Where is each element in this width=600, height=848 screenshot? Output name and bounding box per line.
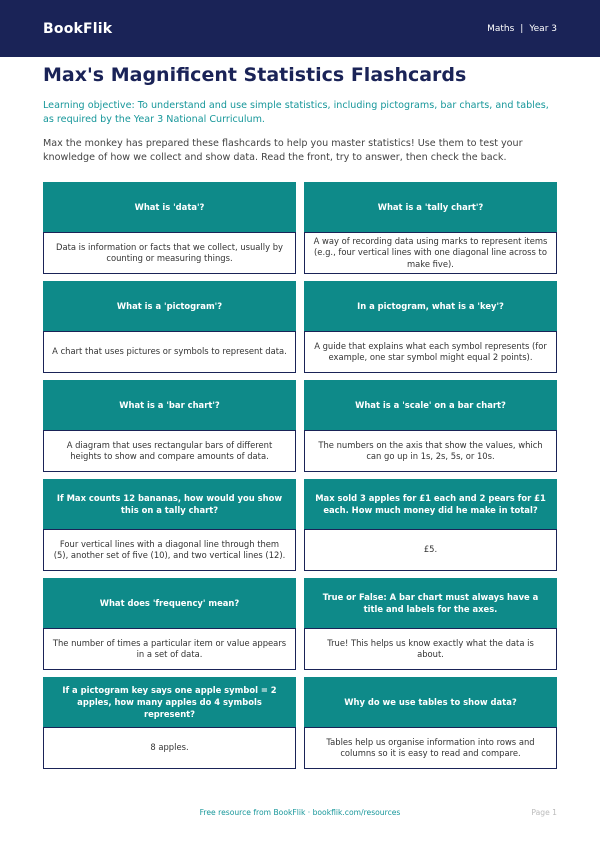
flashcard — [43, 182, 296, 274]
flashcard-answer: £5. — [304, 529, 557, 571]
flashcard-question: What is a 'scale' on a bar chart? — [304, 380, 557, 430]
flashcard-question: What is 'data'? — [43, 182, 296, 232]
flashcard-question: What is a 'pictogram'? — [43, 281, 296, 331]
flashcard — [304, 479, 557, 571]
flashcard-question: True or False: A bar chart must always have a title and labels for the axes. — [304, 578, 557, 628]
flashcard-question: What is a 'tally chart'? — [304, 182, 557, 232]
flashcard-question: Max sold 3 apples for £1 each and 2 pears for £1 each. How much money did he make in total? — [304, 479, 557, 529]
flashcard-answer: A guide that explains what each symbol represents (for example, one star symbol might equal 2 points). — [304, 331, 557, 373]
flashcard — [304, 578, 557, 670]
flashcard — [43, 677, 296, 769]
flashcard — [304, 281, 557, 373]
flashcard-answer: 8 apples. — [43, 727, 296, 769]
flashcard-answer: The number of times a particular item or value appears in a set of data. — [43, 628, 296, 670]
subject-label: Maths — [487, 23, 515, 34]
flashcard-question: In a pictogram, what is a 'key'? — [304, 281, 557, 331]
flashcard — [304, 380, 557, 472]
footer-text[interactable]: Free resource from BookFlik · bookflik.com/resources — [199, 808, 401, 817]
flashcard — [304, 677, 557, 769]
flashcard — [304, 182, 557, 274]
flashcard — [43, 281, 296, 373]
flashcard — [43, 479, 296, 571]
flashcard-answer: The numbers on the axis that show the values, which can go up in 1s, 2s, 5s, or 10s. — [304, 430, 557, 472]
header-meta — [487, 24, 557, 34]
intro-text: Max the monkey has prepared these flashcards to help you master statistics! Use them to test your knowledge of how we collect and show data. Read the front, try to answer, then check the back. — [43, 138, 523, 163]
flashcard-question: What does 'frequency' mean? — [43, 578, 296, 628]
year-label: Year 3 — [529, 23, 557, 34]
flashcard-question: Why do we use tables to show data? — [304, 677, 557, 727]
header-bar — [0, 0, 600, 57]
flashcard-answer: Tables help us organise information into rows and columns so it is easy to read and compare. — [304, 727, 557, 769]
flashcard-answer: A way of recording data using marks to represent items (e.g., four vertical lines with one diagonal line across to make five). — [304, 232, 557, 274]
flashcard-question: What is a 'bar chart'? — [43, 380, 296, 430]
brand-logo[interactable]: BookFlik — [43, 20, 113, 37]
flashcard-answer: True! This helps us know exactly what the data is about. — [304, 628, 557, 670]
flashcard — [43, 578, 296, 670]
flashcard — [43, 380, 296, 472]
page-title: Max's Magnificent Statistics Flashcards — [43, 64, 467, 86]
flashcard-answer: Four vertical lines with a diagonal line through them (5), another set of five (10), and two vertical lines (12). — [43, 529, 296, 571]
page-number: Page 1 — [531, 808, 557, 817]
flashcard-answer: A chart that uses pictures or symbols to represent data. — [43, 331, 296, 373]
flashcard-grid — [43, 182, 557, 769]
flashcard-question: If Max counts 12 bananas, how would you show this on a tally chart? — [43, 479, 296, 529]
meta-separator: | — [520, 23, 524, 34]
flashcard-answer: A diagram that uses rectangular bars of different heights to show and compare amounts of data. — [43, 430, 296, 472]
flashcard-question: If a pictogram key says one apple symbol = 2 apples, how many apples do 4 symbols represent? — [43, 677, 296, 727]
flashcard-answer: Data is information or facts that we collect, usually by counting or measuring things. — [43, 232, 296, 274]
learning-objective: Learning objective: To understand and use simple statistics, including pictograms, bar charts, and tables, as required by the Year 3 National Curriculum. — [43, 100, 549, 125]
